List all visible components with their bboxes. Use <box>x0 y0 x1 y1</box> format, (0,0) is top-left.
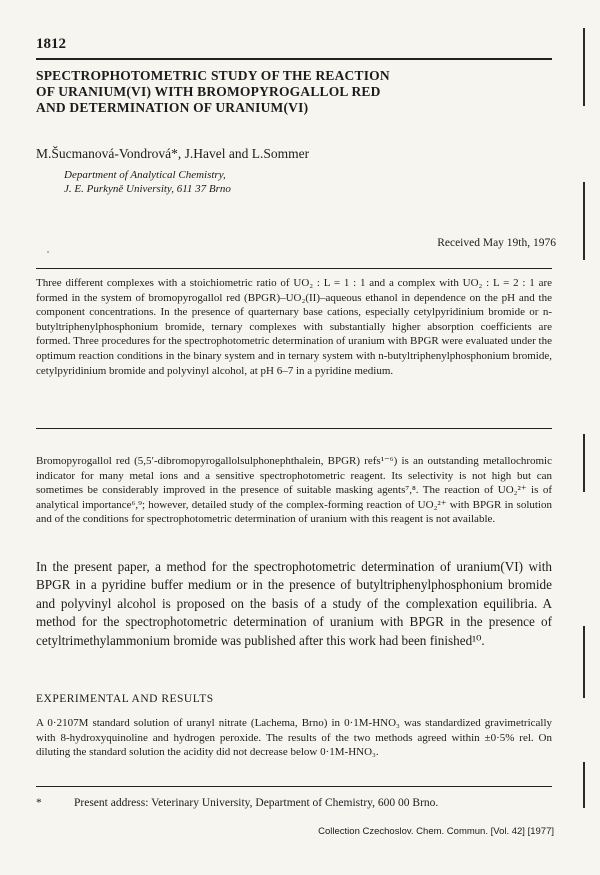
footnote-rule <box>36 786 552 787</box>
intro-paragraph: Bromopyrogallol red (5,5′-dibromopyrogallolsulphonephthalein, BPGR) refs¹⁻⁶) is an outstanding metallochromic indicator for many metal ions and a sensitive spectrophotometric reagent. Its selectivity is not high but can sometimes be considerably improved in the presence of suitable masking agents⁷,⁸. The reaction of UO₂²⁺ is of analytical importance⁶,⁹; however, detailed study of the complex-forming reaction of UO₂²⁺ with BPGR in solution and of the conditions for spectrophotometric determination of uranium with this reagent is not available. <box>36 455 552 526</box>
margin-line <box>583 762 585 808</box>
experimental-paragraph: A 0·2107M standard solution of uranyl nitrate (Lachema, Brno) in 0·1M-HNO₃ was standardized gravimetrically with 8-hydroxyquinoline and hydrogen peroxide. The results of the two methods agreed within ±0·5% rel. On diluting the standard solution the acidity did not decrease below 0·1M-HNO₃. <box>36 717 552 759</box>
title-line: OF URANIUM(VI) WITH BROMOPYROGALLOL RED <box>36 84 381 99</box>
affiliation-line: J. E. Purkyně University, 611 37 Brno <box>64 183 231 195</box>
abstract: Three different complexes with a stoichiometric ratio of UO₂ : L = 1 : 1 and a complex with UO₂ : L = 2 : 1 are formed in the system of bromopyrogallol red (BPGR)–UO₂(II)–aqueous ethanol in dependence on the pH and the component concentrations. In the presence of quarternary base cations, especially cetylpyridinium bromide or n-butyltriphenylphosphonium bromide, ternary complexes with substantially higher absorption coefficients are formed. Three procedures for the spectrophotometric determination of uranium with BPGR were evaluated under the optimum reaction conditions in the binary system and in ternary system with n-butyltriphenylphosphonium bromide, cetylpyridinium bromide and polyvinyl alcohol, at pH 6–7 in a pyridine medium. <box>36 277 552 377</box>
footnote <box>36 797 438 809</box>
title-line: AND DETERMINATION OF URANIUM(VI) <box>36 100 309 115</box>
header-rule <box>36 58 552 60</box>
margin-line <box>583 28 585 106</box>
title-line: SPECTROPHOTOMETRIC STUDY OF THE REACTION <box>36 68 390 83</box>
margin-line <box>583 182 585 260</box>
affiliation <box>64 168 231 196</box>
page-number: 1812 <box>36 36 66 52</box>
margin-line <box>583 434 585 492</box>
main-paragraph: In the present paper, a method for the spectrophotometric determination of uranium(VI) with BPGR in a pyridine buffer medium or in the presence of butyltriphenylphosphonium bromide and polyvinyl alcohol is proposed on the basis of a study of the complexation equilibria. A method for the spectrophotometric determination of uranium with BPGR in the presence of cetyltrimethylammonium bromide was published after this work had been finished¹⁰. <box>36 559 552 648</box>
author-list: M.Šucmanová-Vondrová*, J.Havel and L.Sommer <box>36 146 310 161</box>
abstract-top-rule <box>36 268 552 269</box>
journal-citation: Collection Czechoslov. Chem. Commun. [Vol. 42] [1977] <box>318 826 554 837</box>
affiliation-line: Department of Analytical Chemistry, <box>64 169 226 181</box>
decorative-mark: ˙ <box>46 248 50 262</box>
margin-line <box>583 626 585 698</box>
abstract-bottom-rule <box>36 428 552 429</box>
article-title <box>36 68 536 116</box>
section-heading: EXPERIMENTAL AND RESULTS <box>36 693 214 705</box>
footnote-mark: * <box>36 797 42 809</box>
received-date: Received May 19th, 1976 <box>437 237 556 249</box>
footnote-text: Present address: Veterinary University, Department of Chemistry, 600 00 Brno. <box>74 797 439 809</box>
